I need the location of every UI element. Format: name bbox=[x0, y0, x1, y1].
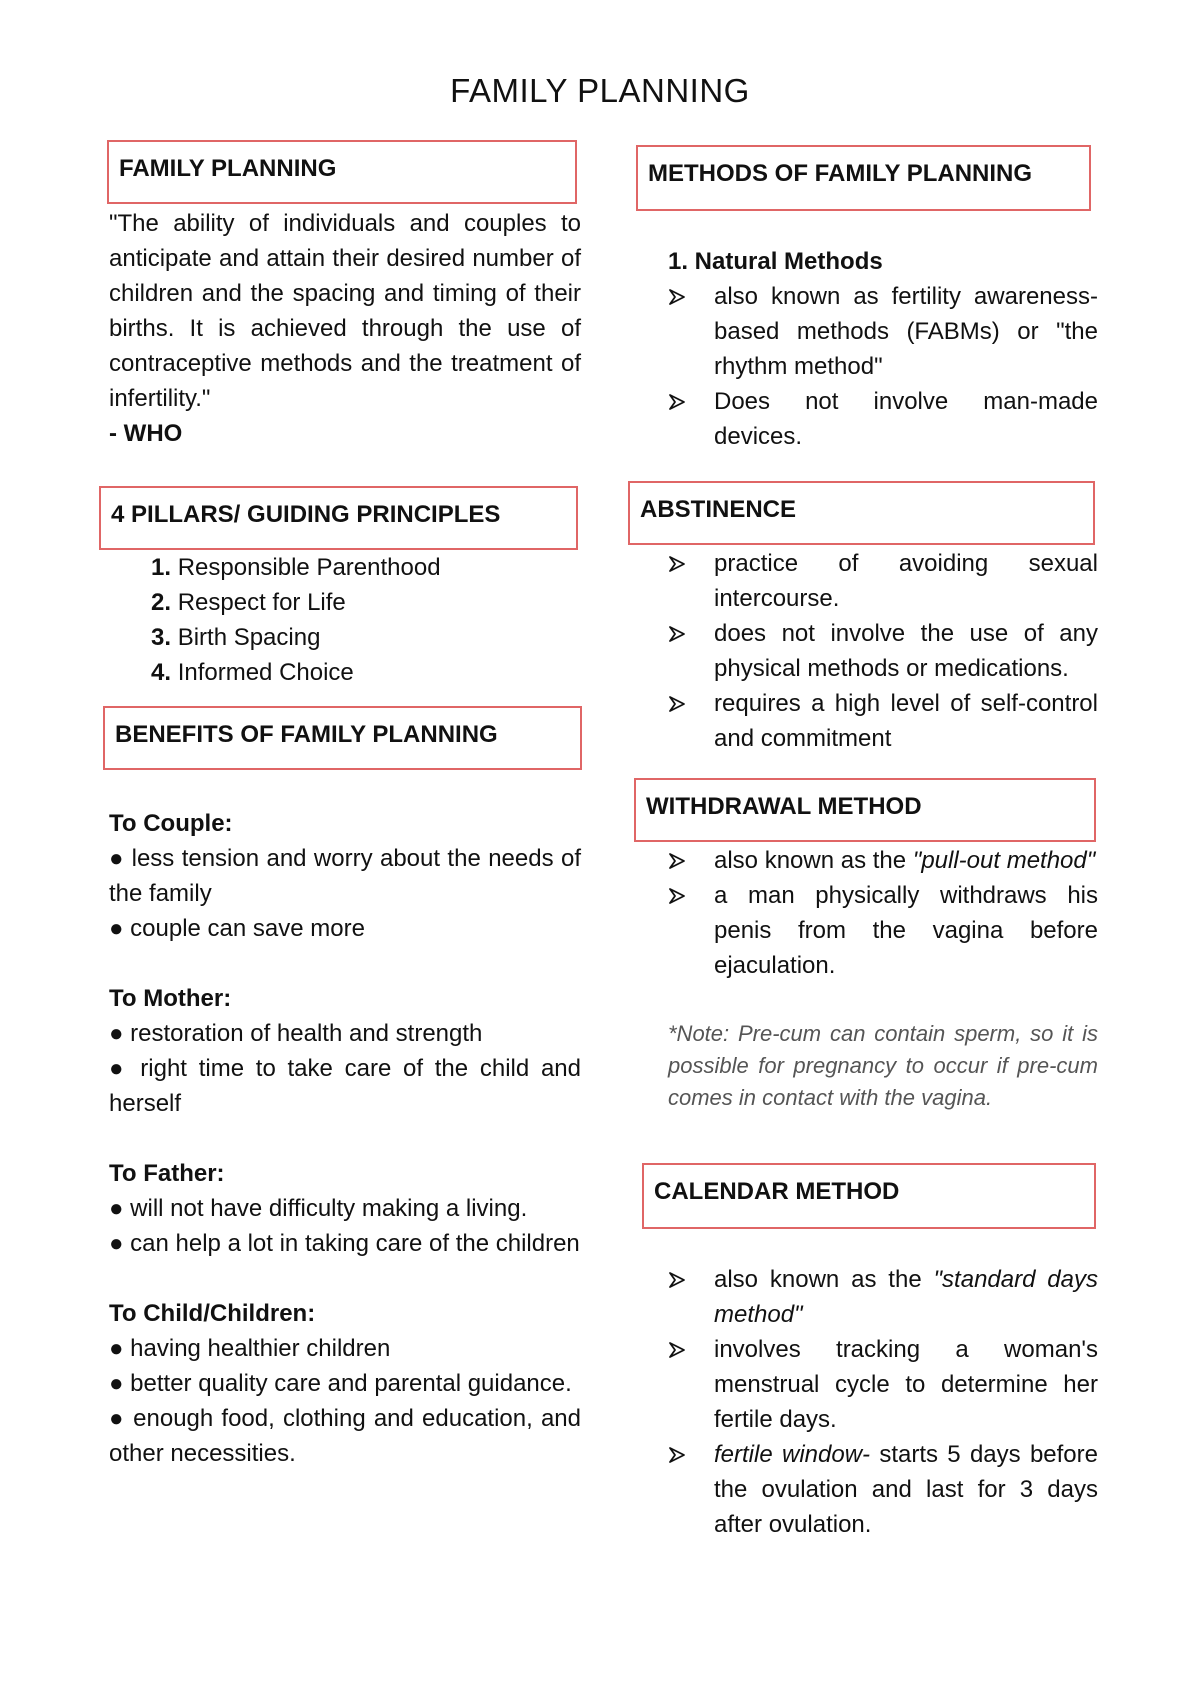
arrow-bullet-icon bbox=[668, 686, 688, 713]
natural-methods-heading: 1. Natural Methods bbox=[668, 248, 883, 275]
abstinence-list bbox=[668, 546, 1098, 756]
pillar-item: 2. Respect for Life bbox=[151, 589, 346, 616]
benefit-item: ● will not have difficulty making a living. bbox=[109, 1195, 528, 1222]
definition-source: - WHO bbox=[109, 420, 183, 447]
withdrawal-heading-box bbox=[634, 778, 1096, 842]
benefit-item: ● having healthier children bbox=[109, 1335, 391, 1362]
arrow-bullet-icon bbox=[668, 384, 688, 411]
benefits-heading: BENEFITS OF FAMILY PLANNING bbox=[115, 721, 498, 748]
benefit-item: ● can help a lot in taking care of the children bbox=[109, 1230, 580, 1257]
arrow-bullet-icon bbox=[668, 546, 688, 573]
benefit-item: ● couple can save more bbox=[109, 915, 365, 942]
list-item: requires a high level of self-control and commitment bbox=[668, 686, 1098, 756]
page-title: FAMILY PLANNING bbox=[450, 72, 750, 109]
pillars-heading: 4 PILLARS/ GUIDING PRINCIPLES bbox=[111, 501, 501, 528]
pillars-list bbox=[151, 550, 571, 690]
methods-heading-box bbox=[636, 145, 1091, 211]
benefit-item: ● better quality care and parental guidance. bbox=[109, 1370, 572, 1397]
methods-heading: METHODS OF FAMILY PLANNING bbox=[648, 160, 1033, 187]
arrow-bullet-icon bbox=[668, 1332, 688, 1359]
withdrawal-list bbox=[668, 843, 1098, 983]
natural-methods-section bbox=[668, 244, 1098, 454]
benefits-heading-box bbox=[103, 706, 582, 770]
pillar-item: 3. Birth Spacing bbox=[151, 624, 321, 651]
list-item: Does not involve man-made devices. bbox=[668, 384, 1098, 454]
benefit-group-label: To Father: bbox=[109, 1160, 225, 1187]
pillar-item: 1. Responsible Parenthood bbox=[151, 554, 441, 581]
list-item: also known as the "standard days method" bbox=[668, 1262, 1098, 1332]
list-item: also known as fertility awareness-based methods (FABMs) or "the rhythm method" bbox=[668, 279, 1098, 384]
definition-paragraph bbox=[109, 206, 581, 451]
arrow-bullet-icon bbox=[668, 843, 688, 870]
abstinence-heading: ABSTINENCE bbox=[640, 496, 797, 523]
benefits-list bbox=[109, 806, 581, 1471]
calendar-heading: CALENDAR METHOD bbox=[654, 1178, 900, 1205]
definition-quote: "The ability of individuals and couples to anticipate and attain their desired number of children and the spacing and timing of their births. It is achieved through the use of contraceptive methods and the treatment of infertility." bbox=[109, 210, 581, 412]
withdrawal-note: *Note: Pre-cum can contain sperm, so it is possible for pregnancy to occur if pre-cum comes in contact with the vagina. bbox=[668, 1021, 1098, 1110]
benefit-item: ● enough food, clothing and education, and other necessities. bbox=[109, 1405, 581, 1467]
benefit-group-label: To Mother: bbox=[109, 985, 232, 1012]
list-item: fertile window- starts 5 days before the ovulation and last for 3 days after ovulation. bbox=[668, 1437, 1098, 1542]
list-item: also known as the "pull-out method" bbox=[668, 843, 1098, 878]
arrow-bullet-icon bbox=[668, 878, 688, 905]
list-item: practice of avoiding sexual intercourse. bbox=[668, 546, 1098, 616]
list-item: does not involve the use of any physical methods or medications. bbox=[668, 616, 1098, 686]
abstinence-heading-box bbox=[628, 481, 1095, 545]
definition-heading: FAMILY PLANNING bbox=[119, 155, 337, 182]
pillar-item: 4. Informed Choice bbox=[151, 659, 354, 686]
arrow-bullet-icon bbox=[668, 1262, 688, 1289]
benefit-item: ● right time to take care of the child and herself bbox=[109, 1055, 581, 1117]
benefit-group-label: To Couple: bbox=[109, 810, 233, 837]
arrow-bullet-icon bbox=[668, 1437, 688, 1464]
benefit-item: ● restoration of health and strength bbox=[109, 1020, 483, 1047]
calendar-list bbox=[668, 1262, 1098, 1542]
withdrawal-heading: WITHDRAWAL METHOD bbox=[646, 793, 922, 820]
benefit-item: ● less tension and worry about the needs of the family bbox=[109, 845, 581, 907]
list-item: a man physically withdraws his penis from the vagina before ejaculation. bbox=[668, 878, 1098, 983]
list-item: involves tracking a woman's menstrual cycle to determine her fertile days. bbox=[668, 1332, 1098, 1437]
arrow-bullet-icon bbox=[668, 616, 688, 643]
benefit-group-label: To Child/Children: bbox=[109, 1300, 316, 1327]
pillars-heading-box bbox=[99, 486, 578, 550]
arrow-bullet-icon bbox=[668, 279, 688, 306]
calendar-heading-box bbox=[642, 1163, 1096, 1229]
definition-heading-box bbox=[107, 140, 577, 204]
